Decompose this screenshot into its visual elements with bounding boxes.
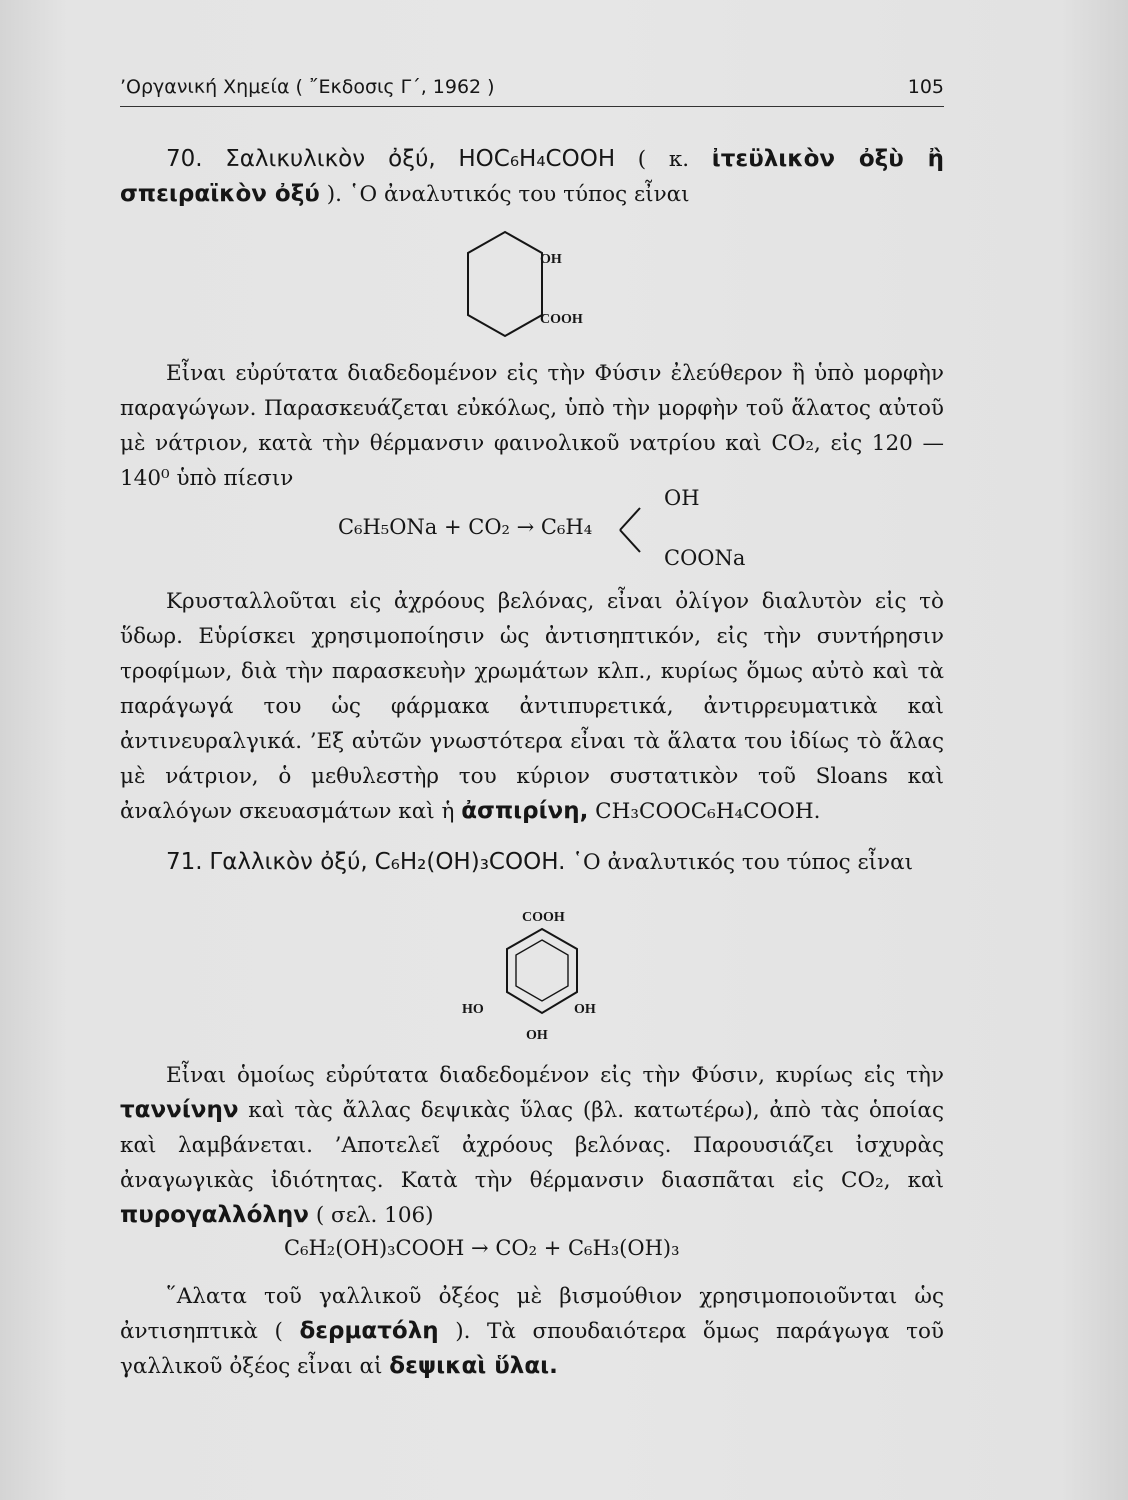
- header-title: ’Οργανική Χημεία ( ῎Εκδοσις Γ΄, 1962 ): [120, 76, 495, 98]
- structure-label-ho: HO: [462, 1002, 484, 1017]
- dermatol-term: δερματόλη: [299, 1318, 439, 1344]
- section-71-heading: [120, 845, 944, 880]
- structure-label-oh: OH: [540, 252, 562, 267]
- section-71-paragraph-1-b: καὶ τὰς ἄλλας δεψικὰς ὕλας (βλ. κατωτέρω), ἀπὸ τὰς ὁποίας καὶ λαμβάνεται. ’Αποτελεῖ ἀχρόους βελόνας. Παρουσιάζει ἰσχυρὰς ἀναγωγικὰς ἰδιότητας. Κατὰ τὴν θέρμανσιν διασπᾶται εἰς CO₂, καὶ: [120, 1098, 944, 1193]
- section-70-alt-names: ἰτεϋλικὸν ὀξὺ ἢ σπειραϊκὸν ὀξύ: [120, 146, 944, 207]
- section-70-intro: ). ῾Ο ἀναλυτικός του τύπος εἶναι: [326, 182, 690, 207]
- section-70-formula: HOC₆H₄COOH: [458, 146, 616, 172]
- header-rule: [120, 106, 944, 107]
- equation-2: C₆H₂(OH)₃COOH → CO₂ + C₆H₃(OH)₃: [284, 1236, 680, 1260]
- section-71-title: Γαλλικὸν ὀξύ,: [209, 849, 368, 875]
- section-71-paragraph-1-a: Εἶναι ὁμοίως εὐρύτατα διαδεδομένον εἰς τὴν Φύσιν, κυρίως εἰς τὴν: [166, 1063, 944, 1088]
- equation-1-coona: COONa: [664, 546, 746, 570]
- structure-label-oh-right: OH: [574, 1002, 596, 1017]
- equation-1-bracket: [612, 500, 652, 560]
- section-70-heading: [120, 142, 944, 212]
- tanning-materials-term: δεψικαὶ ὕλαι.: [389, 1353, 558, 1379]
- gallic-acid-structure: [456, 904, 626, 1054]
- structure-label-cooh: COOH: [540, 312, 583, 327]
- section-70-paragraph-2-text: Κρυσταλλοῦται εἰς ἀχρόους βελόνας, εἶναι ὀλίγον διαλυτὸν εἰς τὸ ὕδωρ. Εὑρίσκει χρησιμοποίησιν ὡς ἀντισηπτικόν, εἰς τὴν συντήρησιν τροφίμων, διὰ τὴν παρασκευὴν χρωμάτων κλπ., κυρίως ὅμως αὐτὸ καὶ τὰ παράγωγά του ὡς φάρμακα ἀντιπυρετικά, ἀντιρρευματικὰ καὶ ἀντινευραλγικά. ’Εξ αὐτῶν γνωστότερα εἶναι τὰ ἅλατα του ἰδίως τὸ ἅλας μὲ νάτριον, ὁ μεθυλεστὴρ του κύριον συστατικὸν τοῦ Sloans καὶ ἀναλόγων σκευασμάτων καὶ ἡ: [120, 589, 944, 824]
- section-70-number: 70.: [166, 146, 203, 172]
- section-71-formula: C₆H₂(OH)₃COOH.: [374, 849, 566, 875]
- equation-1-oh: OH: [664, 486, 700, 510]
- section-71-paragraph-2-b: ). Τὰ σπουδαιότερα ὅμως παράγωγα τοῦ γαλλικοῦ ὀξέος εἶναι αἱ: [120, 1319, 944, 1379]
- section-71-number: 71.: [166, 849, 203, 875]
- tannin-term: ταννίνην: [120, 1097, 239, 1123]
- section-71-paragraph-1-c: ( σελ. 106): [315, 1203, 434, 1228]
- section-71-paragraph-1: [120, 1058, 944, 1233]
- structure-label-cooh: COOH: [522, 910, 565, 925]
- section-71-paragraph-2: [120, 1279, 944, 1384]
- section-70-paren: ( κ.: [637, 147, 690, 172]
- section-70-paragraph-2: [120, 584, 944, 829]
- structure-label-oh-bottom: OH: [526, 1028, 548, 1043]
- salicylic-acid-structure: [460, 228, 620, 358]
- equation-1-left: C₆H₅ONa + CO₂ → C₆H₄: [338, 515, 593, 539]
- running-header: [120, 76, 944, 102]
- aspirin-term: ἀσπιρίνη,: [461, 798, 589, 824]
- section-71-intro: ῾Ο ἀναλυτικός του τύπος εἶναι: [572, 850, 914, 875]
- aspirin-formula: CH₃COOC₆H₄COOH.: [595, 799, 821, 824]
- section-71-paragraph-2-a: ῞Αλατα τοῦ γαλλικοῦ ὀξέος μὲ βισμούθιον χρησιμοποιοῦνται ὡς ἀντισηπτικὰ (: [120, 1284, 944, 1344]
- pyrogallol-term: πυρογαλλόλην: [120, 1202, 309, 1228]
- section-70-paragraph-1: Εἶναι εὐρύτατα διαδεδομένον εἰς τὴν Φύσιν ἐλεύθερον ἢ ὑπὸ μορφὴν παραγώγων. Παρασκευάζεται εὐκόλως, ὑπὸ τὴν μορφὴν τοῦ ἅλατος αὐτοῦ μὲ νάτριον, κατὰ τὴν θέρμανσιν φαινολικοῦ νατρίου καὶ CO₂, εἰς 120 — 140⁰ ὑπὸ πίεσιν: [120, 361, 944, 491]
- page-number: 105: [907, 76, 944, 98]
- section-70-title: Σαλικυλικὸν ὀξύ,: [225, 146, 436, 172]
